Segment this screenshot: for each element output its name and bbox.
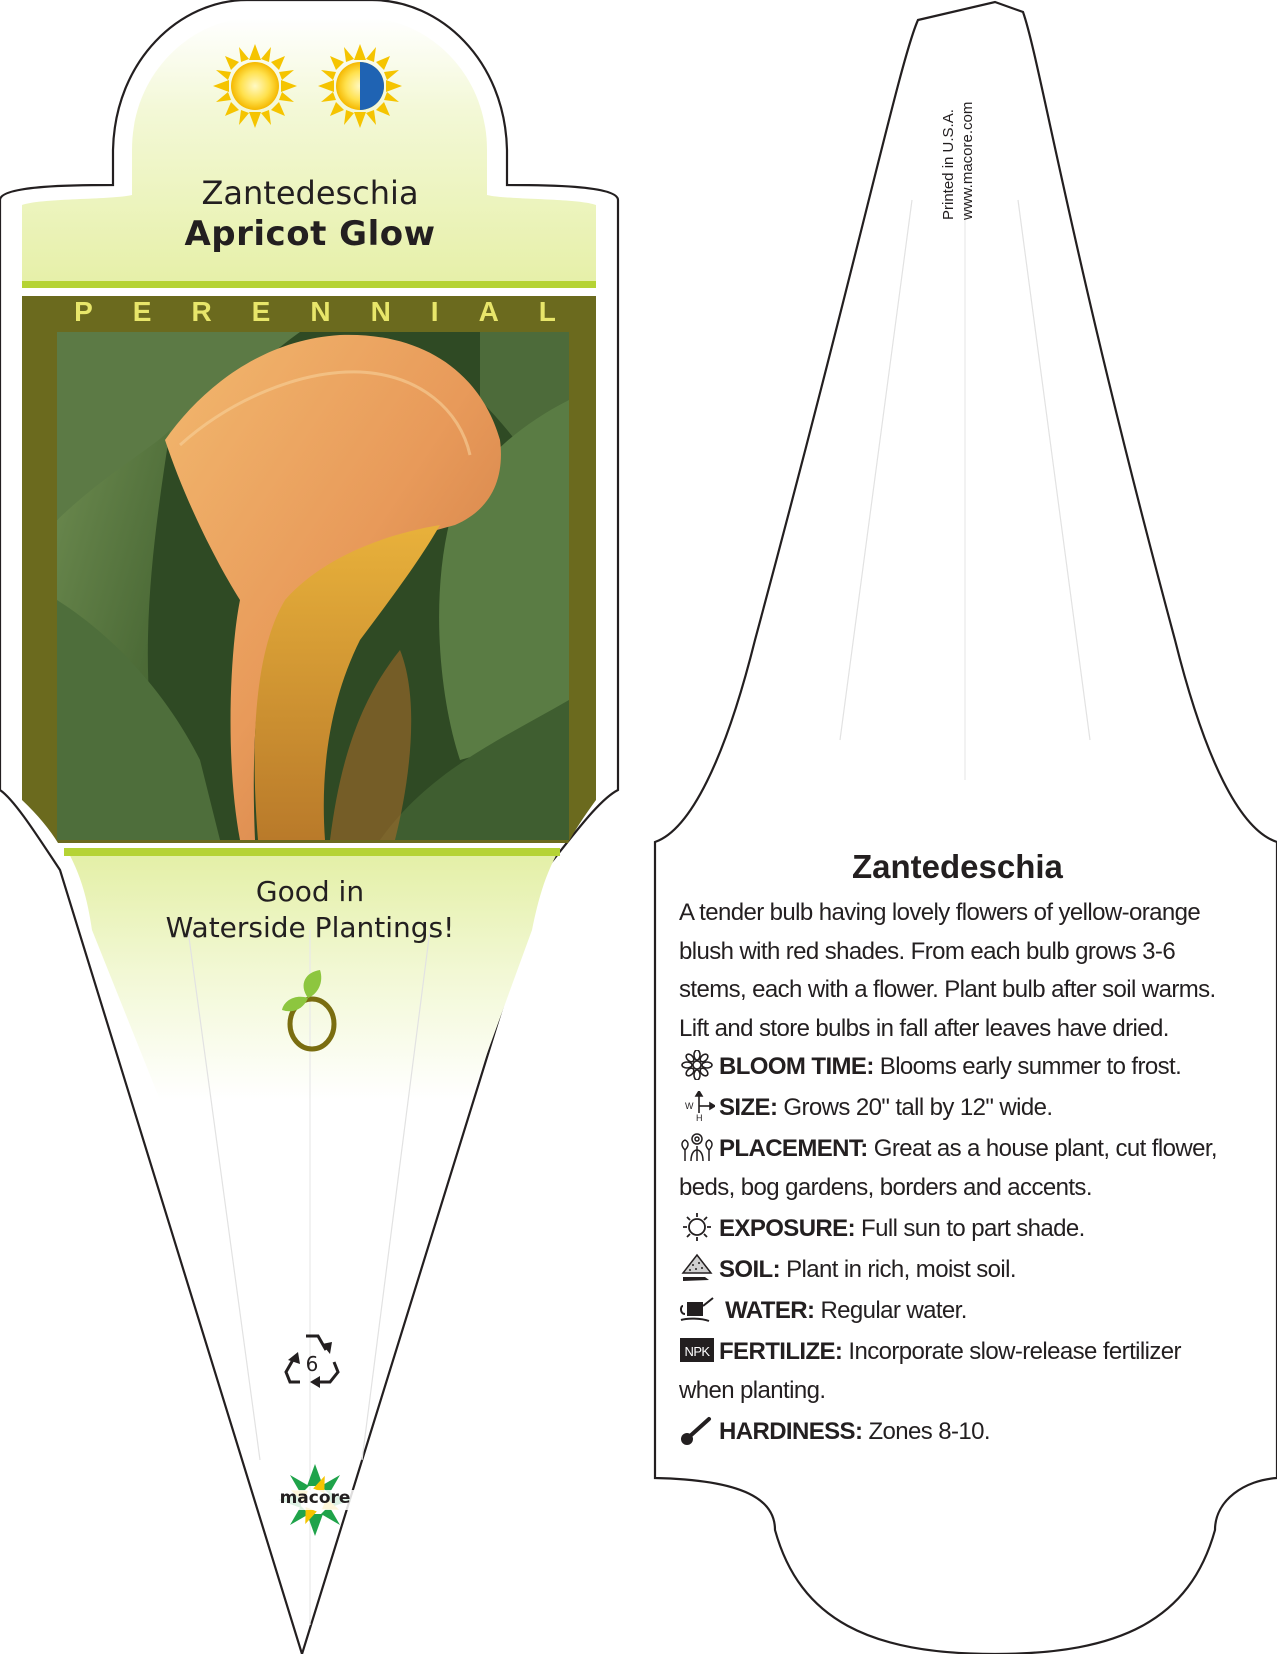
- sun-outline-icon: [679, 1212, 715, 1242]
- watering-can-icon: [679, 1294, 715, 1324]
- placement-plants-icon: [679, 1132, 715, 1162]
- care-label: SIZE:: [719, 1094, 778, 1121]
- care-text: Blooms early summer to frost.: [879, 1053, 1182, 1080]
- print-info: [940, 50, 976, 220]
- flower-icon: [679, 1050, 715, 1080]
- care-text: Grows 20" tall by 12" wide.: [783, 1094, 1053, 1121]
- front-cultivar: Apricot Glow: [184, 214, 436, 254]
- back-title: Zantedeschia: [852, 848, 1063, 885]
- svg-text:NPK: NPK: [684, 1344, 710, 1359]
- size-arrows-icon: [679, 1091, 715, 1121]
- care-size: [679, 1089, 1239, 1128]
- full-sun-icon: [213, 44, 297, 128]
- tagline-line1: Good in: [255, 875, 365, 908]
- care-hardiness: [679, 1413, 1239, 1452]
- front-top-rule: [22, 281, 596, 288]
- care-text: Full sun to part shade.: [861, 1215, 1085, 1242]
- care-text: Incorporate slow-release fertilizer when planting.: [679, 1338, 1181, 1404]
- part-shade-icon: [318, 44, 402, 128]
- soil-icon: [679, 1253, 715, 1283]
- care-text: Regular water.: [820, 1297, 967, 1324]
- svg-text:W: W: [685, 1101, 693, 1111]
- care-fertilize: [679, 1333, 1239, 1410]
- recycle-number: 6: [305, 1352, 319, 1376]
- care-water: [679, 1292, 1239, 1331]
- care-label: FERTILIZE:: [719, 1338, 843, 1365]
- brand-name: macore: [279, 1488, 351, 1508]
- plant-description: A tender bulb having lovely flowers of yellow-orange blush with red shades. From each bulb grows 3-6 stems, each with a flower. Plant bulb after soil warms. Lift and store bulbs in fall after leaves have dried.: [679, 899, 1216, 1042]
- care-label: PLACEMENT:: [719, 1135, 868, 1162]
- care-label: BLOOM TIME:: [719, 1053, 874, 1080]
- care-soil: [679, 1251, 1239, 1290]
- care-text: Zones 8-10.: [868, 1418, 990, 1445]
- svg-text:H: H: [696, 1113, 702, 1121]
- care-label: WATER:: [725, 1297, 815, 1324]
- care-text: Plant in rich, moist soil.: [786, 1256, 1016, 1283]
- tagline-line2: Waterside Plantings!: [165, 911, 455, 944]
- care-text: Great as a house plant, cut flower, beds, bog gardens, borders and accents.: [679, 1135, 1217, 1201]
- perennial-banner: PERENNIAL: [74, 296, 596, 327]
- print-line2: www.macore.com: [959, 101, 976, 220]
- care-label: SOIL:: [719, 1256, 780, 1283]
- flower-photo: [57, 332, 569, 840]
- care-label: HARDINESS:: [719, 1418, 863, 1445]
- front-genus: Zantedeschia: [201, 174, 419, 212]
- care-bloom-time: [679, 1048, 1239, 1087]
- npk-icon: [679, 1335, 715, 1365]
- print-line1: Printed in U.S.A.: [940, 109, 957, 220]
- care-label: EXPOSURE:: [719, 1215, 855, 1242]
- care-exposure: [679, 1210, 1239, 1249]
- front-bottom-rule: [64, 848, 560, 856]
- thermometer-icon: [679, 1415, 715, 1445]
- care-placement: [679, 1130, 1239, 1207]
